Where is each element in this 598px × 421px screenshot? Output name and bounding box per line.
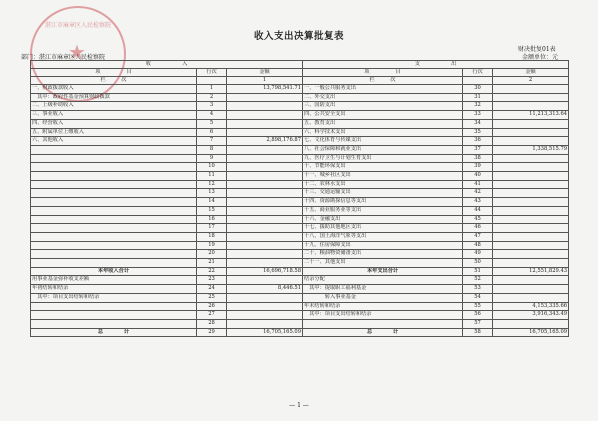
table-row: [31, 189, 569, 198]
expense-amount-cell: [493, 285, 569, 294]
income-row-number-cell: 10: [197, 163, 227, 172]
expense-item-cell: 十六、金融支出: [303, 215, 463, 224]
income-item-cell: [31, 241, 197, 250]
income-amount-cell: [227, 189, 303, 198]
income-item-cell: 用事业基金弥补收支差额: [31, 276, 197, 285]
income-amount-cell: 8,446.51: [227, 285, 303, 294]
expense-row-number-cell: 36: [463, 137, 493, 146]
expense-row-number-cell: 56: [463, 311, 493, 320]
expense-amount-cell: 4,153,335.66: [493, 302, 569, 311]
expense-row-number-cell: 47: [463, 232, 493, 241]
expense-lan-number: 2: [493, 77, 569, 85]
income-item-cell: [31, 172, 197, 181]
expense-lan-blank: [463, 77, 493, 85]
table-row: [31, 259, 569, 268]
income-item-header: 项 目: [31, 69, 197, 77]
expense-item-cell: 年末结转和结余: [303, 302, 463, 311]
seal-star-icon: ★: [68, 40, 86, 64]
expense-amount-cell: [493, 189, 569, 198]
expense-row-header: 行次: [463, 69, 493, 77]
expense-row-number-cell: 57: [463, 319, 493, 328]
expense-row-number-cell: 43: [463, 198, 493, 207]
income-amount-cell: [227, 111, 303, 120]
income-amount-cell: [227, 206, 303, 215]
expense-row-number-cell: 31: [463, 93, 493, 102]
income-item-cell: [31, 198, 197, 207]
expense-item-cell: 十八、国土海洋气象等支出: [303, 232, 463, 241]
expense-row-number-cell: 49: [463, 250, 493, 259]
expense-row-number-cell: 48: [463, 241, 493, 250]
expense-row-number-cell: 40: [463, 172, 493, 181]
expense-amount-cell: [493, 232, 569, 241]
expense-lan-label: 栏 次: [303, 77, 463, 85]
table-row: [31, 293, 569, 302]
expense-row-number-cell: 44: [463, 206, 493, 215]
income-row-number-cell: 9: [197, 154, 227, 163]
table-row: [31, 119, 569, 128]
income-amount-cell: [227, 259, 303, 268]
expense-row-number-cell: 35: [463, 128, 493, 137]
expense-amount-cell: [493, 119, 569, 128]
expense-item-cell: 十九、住房保障支出: [303, 241, 463, 250]
expense-item-cell: 结余分配: [303, 276, 463, 285]
income-item-cell: [31, 163, 197, 172]
expense-amount-cell: [493, 250, 569, 259]
table-row: [31, 224, 569, 233]
table-row: [31, 328, 569, 337]
expense-amount-cell: [493, 206, 569, 215]
expense-row-number-cell: 53: [463, 285, 493, 294]
expense-amount-cell: [493, 215, 569, 224]
income-row-number-cell: 29: [197, 328, 227, 337]
income-row-number-cell: 1: [197, 85, 227, 94]
income-amount-cell: [227, 102, 303, 111]
income-item-cell: [31, 189, 197, 198]
income-row-number-cell: 19: [197, 241, 227, 250]
expense-amount-cell: [493, 137, 569, 146]
expense-row-number-cell: 30: [463, 85, 493, 94]
income-amount-cell: [227, 224, 303, 233]
table-row: [31, 285, 569, 294]
expense-amount-header: 金额: [493, 69, 569, 77]
expense-item-cell: 十五、商业服务业等支出: [303, 206, 463, 215]
income-lan-label: 栏 次: [31, 77, 197, 85]
income-item-cell: 一、财政拨款收入: [31, 85, 197, 94]
income-row-number-cell: 27: [197, 311, 227, 320]
seal-text: 湛江市麻章区人民检察院: [44, 22, 111, 29]
table-row: [31, 128, 569, 137]
expense-amount-cell: [493, 319, 569, 328]
table-row: [31, 198, 569, 207]
income-amount-cell: [227, 154, 303, 163]
expense-item-cell: 其中：提取职工福利基金: [303, 285, 463, 294]
expense-amount-cell: [493, 198, 569, 207]
expense-row-number-cell: 37: [463, 145, 493, 154]
expense-section-header: 支 出: [303, 61, 569, 69]
expense-item-cell: 转入事业基金: [303, 293, 463, 302]
expense-row-number-cell: 32: [463, 102, 493, 111]
table-row: [31, 180, 569, 189]
income-amount-cell: [227, 241, 303, 250]
income-row-number-cell: 8: [197, 145, 227, 154]
table-row: [31, 102, 569, 111]
expense-row-number-cell: 46: [463, 224, 493, 233]
income-item-cell: [31, 215, 197, 224]
income-amount-cell: [227, 232, 303, 241]
column-header-row: [31, 69, 569, 77]
income-row-number-cell: 2: [197, 93, 227, 102]
expense-amount-cell: [493, 259, 569, 268]
income-row-number-cell: 16: [197, 215, 227, 224]
income-amount-cell: [227, 172, 303, 181]
income-item-cell: 年初结转和结余: [31, 285, 197, 294]
income-row-number-cell: 22: [197, 267, 227, 276]
expense-item-cell: 二、外交支出: [303, 93, 463, 102]
table-row: [31, 276, 569, 285]
income-row-number-cell: 6: [197, 128, 227, 137]
income-item-cell: 六、其他收入: [31, 137, 197, 146]
table-row: [31, 302, 569, 311]
income-row-number-cell: 7: [197, 137, 227, 146]
income-expense-table: [30, 60, 569, 337]
expense-amount-cell: 3,916,343.49: [493, 311, 569, 320]
income-row-number-cell: 18: [197, 232, 227, 241]
department-label: 部门：湛江市麻章区人民检察院: [21, 54, 106, 61]
table-row: [31, 311, 569, 320]
income-row-number-cell: 28: [197, 319, 227, 328]
income-amount-cell: [227, 250, 303, 259]
income-amount-cell: [227, 302, 303, 311]
income-amount-cell: 2,898,176.87: [227, 137, 303, 146]
expense-amount-cell: [493, 85, 569, 94]
income-row-number-cell: 3: [197, 102, 227, 111]
income-item-cell: 二、上级补助收入: [31, 102, 197, 111]
income-amount-cell: [227, 119, 303, 128]
expense-row-number-cell: 58: [463, 328, 493, 337]
expense-amount-cell: [493, 293, 569, 302]
expense-item-cell: [303, 319, 463, 328]
income-row-number-cell: 21: [197, 259, 227, 268]
expense-item-cell: 本年支出合计: [303, 267, 463, 276]
income-amount-cell: [227, 276, 303, 285]
expense-row-number-cell: 38: [463, 154, 493, 163]
table-row: [31, 85, 569, 94]
income-amount-cell: [227, 163, 303, 172]
expense-item-cell: 十四、资源勘探信息等支出: [303, 198, 463, 207]
income-item-cell: 总 计: [31, 328, 197, 337]
table-row: [31, 145, 569, 154]
unit-label: 金额单位：元: [522, 54, 559, 61]
income-item-cell: [31, 154, 197, 163]
expense-item-cell: 九、医疗卫生与计划生育支出: [303, 154, 463, 163]
expense-amount-cell: [493, 180, 569, 189]
page-title: 收入支出决算批复表: [253, 31, 344, 42]
expense-item-cell: 二十、粮油物资储备支出: [303, 250, 463, 259]
expense-item-cell: 二十一、其他支出: [303, 259, 463, 268]
expense-amount-cell: [493, 276, 569, 285]
income-row-number-cell: 15: [197, 206, 227, 215]
expense-amount-cell: 12,551,829.43: [493, 267, 569, 276]
expense-item-cell: 十七、援助其他地区支出: [303, 224, 463, 233]
table-row: [31, 154, 569, 163]
expense-item-cell: 六、科学技术支出: [303, 128, 463, 137]
income-item-cell: [31, 180, 197, 189]
page-number: — 1 —: [289, 402, 309, 409]
expense-amount-cell: [493, 241, 569, 250]
income-section-header: 收 入: [31, 61, 303, 69]
table-row: [31, 215, 569, 224]
income-row-number-cell: 12: [197, 180, 227, 189]
expense-amount-cell: [493, 224, 569, 233]
income-item-cell: [31, 232, 197, 241]
income-lan-number: 1: [227, 77, 303, 85]
expense-row-number-cell: 50: [463, 259, 493, 268]
expense-row-number-cell: 39: [463, 163, 493, 172]
expense-amount-cell: [493, 172, 569, 181]
table-row: [31, 241, 569, 250]
expense-row-number-cell: 42: [463, 189, 493, 198]
income-amount-cell: [227, 180, 303, 189]
form-code: 财决批复01表: [518, 46, 556, 53]
income-item-cell: 三、事业收入: [31, 111, 197, 120]
income-amount-cell: [227, 319, 303, 328]
income-amount-cell: [227, 128, 303, 137]
table-row: [31, 93, 569, 102]
expense-row-number-cell: 41: [463, 180, 493, 189]
expense-row-number-cell: 54: [463, 293, 493, 302]
income-amount-cell: [227, 93, 303, 102]
table-row: [31, 250, 569, 259]
income-item-cell: [31, 250, 197, 259]
expense-amount-cell: [493, 93, 569, 102]
income-item-cell: [31, 224, 197, 233]
expense-item-cell: 十一、城乡社区支出: [303, 172, 463, 181]
table-row: [31, 232, 569, 241]
income-amount-header: 金额: [227, 69, 303, 77]
income-row-number-cell: 23: [197, 276, 227, 285]
column-number-row: [31, 77, 569, 85]
section-header-row: [31, 61, 569, 69]
income-item-cell: [31, 145, 197, 154]
income-row-number-cell: 4: [197, 111, 227, 120]
expense-row-number-cell: 51: [463, 267, 493, 276]
income-row-number-cell: 13: [197, 189, 227, 198]
expense-item-cell: 八、社会保障和就业支出: [303, 145, 463, 154]
expense-item-cell: 一、一般公共服务支出: [303, 85, 463, 94]
table-row: [31, 319, 569, 328]
expense-amount-cell: [493, 102, 569, 111]
table-row: [31, 206, 569, 215]
expense-item-cell: 十二、农林水支出: [303, 180, 463, 189]
expense-item-cell: 十、节能环保支出: [303, 163, 463, 172]
expense-item-cell: 三、国防支出: [303, 102, 463, 111]
income-item-cell: 其中：项目支出结转和结余: [31, 293, 197, 302]
income-amount-cell: [227, 293, 303, 302]
income-item-cell: 本年收入合计: [31, 267, 197, 276]
table-row: [31, 172, 569, 181]
expense-amount-cell: 1,338,515.79: [493, 145, 569, 154]
income-row-number-cell: 17: [197, 224, 227, 233]
income-amount-cell: [227, 145, 303, 154]
income-row-number-cell: 24: [197, 285, 227, 294]
income-row-header: 行次: [197, 69, 227, 77]
expense-amount-cell: [493, 163, 569, 172]
expense-row-number-cell: 52: [463, 276, 493, 285]
income-row-number-cell: 20: [197, 250, 227, 259]
table-row: [31, 163, 569, 172]
expense-amount-cell: 11,213,313.64: [493, 111, 569, 120]
income-item-cell: [31, 259, 197, 268]
income-amount-cell: 16,705,165.09: [227, 328, 303, 337]
income-item-cell: [31, 302, 197, 311]
income-item-cell: [31, 311, 197, 320]
income-row-number-cell: 25: [197, 293, 227, 302]
income-row-number-cell: 5: [197, 119, 227, 128]
income-lan-blank: [197, 77, 227, 85]
income-row-number-cell: 14: [197, 198, 227, 207]
income-item-cell: 四、经营收入: [31, 119, 197, 128]
income-row-number-cell: 26: [197, 302, 227, 311]
expense-item-cell: 四、公共安全支出: [303, 111, 463, 120]
income-amount-cell: 13,798,541.71: [227, 85, 303, 94]
expense-row-number-cell: 45: [463, 215, 493, 224]
income-amount-cell: [227, 215, 303, 224]
income-amount-cell: 16,696,718.58: [227, 267, 303, 276]
expense-item-header: 项 目: [303, 69, 463, 77]
expense-item-cell: 总 计: [303, 328, 463, 337]
expense-amount-cell: 16,705,165.09: [493, 328, 569, 337]
expense-item-cell: 其中：项目支出结转和结余: [303, 311, 463, 320]
income-row-number-cell: 11: [197, 172, 227, 181]
table-row: [31, 267, 569, 276]
table-row: [31, 137, 569, 146]
income-item-cell: 其中：政府性基金预算财政拨款: [31, 93, 197, 102]
expense-item-cell: 十三、交通运输支出: [303, 189, 463, 198]
table-row: [31, 111, 569, 120]
expense-amount-cell: [493, 128, 569, 137]
expense-row-number-cell: 55: [463, 302, 493, 311]
expense-row-number-cell: 33: [463, 111, 493, 120]
income-amount-cell: [227, 311, 303, 320]
expense-item-cell: 五、教育支出: [303, 119, 463, 128]
income-item-cell: [31, 319, 197, 328]
expense-amount-cell: [493, 154, 569, 163]
expense-item-cell: 七、文化体育与传媒支出: [303, 137, 463, 146]
expense-row-number-cell: 34: [463, 119, 493, 128]
income-item-cell: 五、附属单位上缴收入: [31, 128, 197, 137]
income-item-cell: [31, 206, 197, 215]
income-amount-cell: [227, 198, 303, 207]
